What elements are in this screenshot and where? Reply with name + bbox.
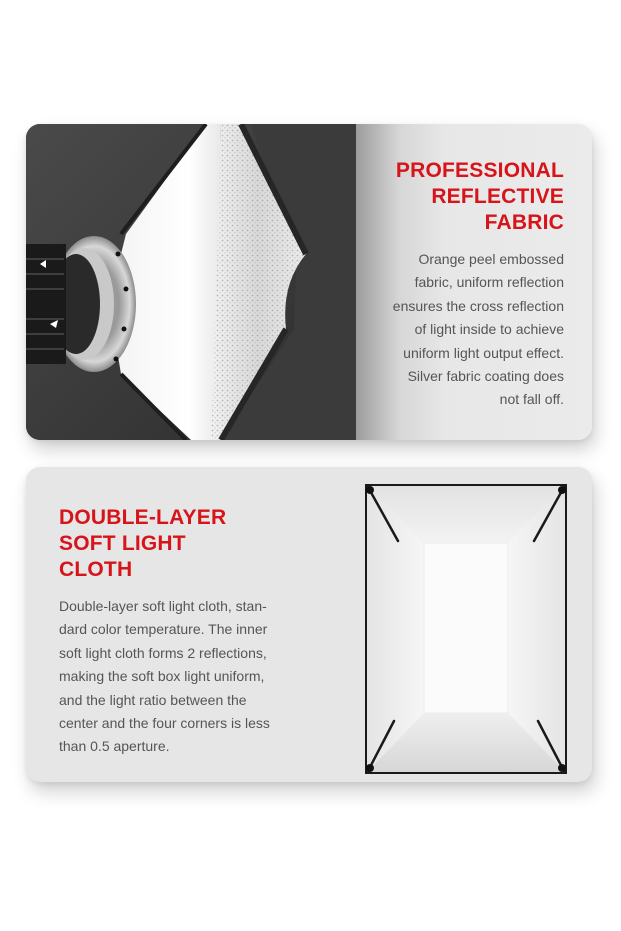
headline-line: CLOTH bbox=[59, 558, 133, 581]
description-line: Orange peel embossed bbox=[418, 251, 564, 267]
softbox-speedring-photo bbox=[26, 124, 356, 440]
reflective-fabric-card bbox=[26, 124, 592, 440]
description-line: than 0.5 aperture. bbox=[59, 738, 170, 755]
description-line: and the light ratio between the bbox=[59, 691, 247, 708]
section-description bbox=[59, 595, 299, 759]
section-headline bbox=[344, 158, 564, 236]
description-line: of light inside to achieve bbox=[414, 321, 564, 338]
section-description bbox=[344, 248, 564, 412]
description-line: fabric, uniform reflection bbox=[414, 274, 564, 291]
description-line: Silver fabric coating does bbox=[407, 368, 564, 385]
description-line: uniform light output effect. bbox=[403, 344, 564, 361]
description-line: dard color temperature. The inner bbox=[59, 621, 268, 638]
description-line: making the soft box light uniform, bbox=[59, 668, 265, 685]
description-line: center and the four corners is less bbox=[59, 715, 270, 732]
headline-line: PROFESSIONAL bbox=[395, 159, 564, 182]
description-line: Double-layer soft light cloth, stan- bbox=[59, 598, 267, 614]
section-headline bbox=[59, 505, 299, 583]
headline-line: DOUBLE-LAYER bbox=[59, 506, 227, 529]
description-line: soft light cloth forms 2 reflections, bbox=[59, 644, 267, 661]
reflective-fabric-text bbox=[344, 158, 564, 412]
double-layer-cloth-text bbox=[59, 505, 299, 759]
description-line: ensures the cross reflection bbox=[392, 297, 564, 314]
headline-line: REFLECTIVE bbox=[431, 185, 564, 208]
headline-line: SOFT LIGHT bbox=[59, 532, 186, 555]
rectangular-softbox-photo bbox=[364, 483, 568, 775]
description-line: not fall off. bbox=[499, 391, 564, 408]
headline-line: FABRIC bbox=[484, 211, 564, 234]
double-layer-cloth-card bbox=[26, 467, 592, 782]
